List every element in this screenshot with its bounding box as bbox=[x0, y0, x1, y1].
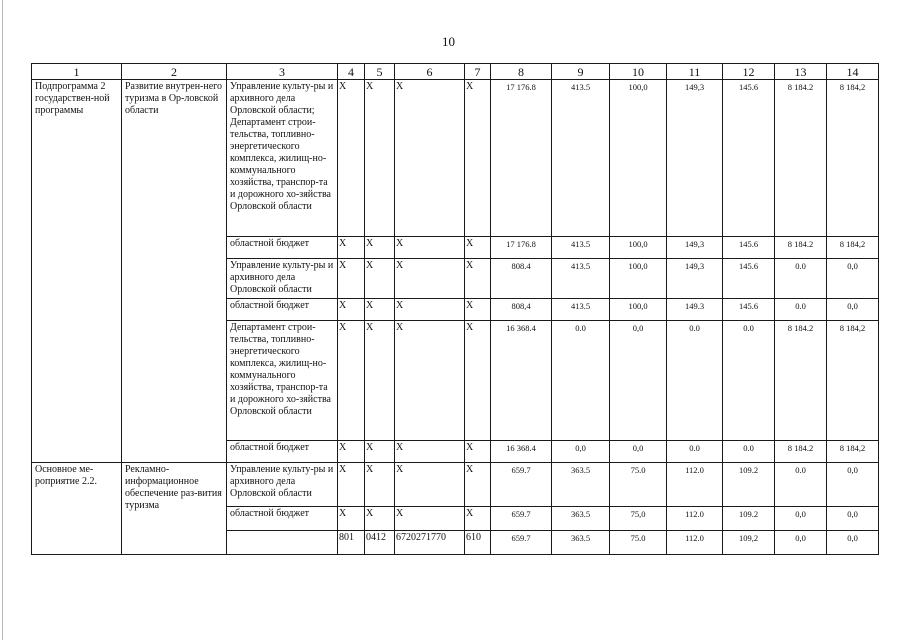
value-cell-14: 8 184,2 bbox=[827, 441, 879, 463]
executor-cell: Управление культу-ры и архивного дела Орловской области bbox=[227, 259, 338, 299]
value-cell-12: 145.6 bbox=[723, 80, 775, 237]
value-cell-6: X bbox=[395, 321, 465, 441]
program-title-cell: Развитие внутрен-него туризма в Ор-ловской области bbox=[122, 80, 227, 463]
value-cell-14: 8 184,2 bbox=[827, 80, 879, 237]
value-cell-13: 8 184.2 bbox=[775, 441, 827, 463]
value-cell-5: X bbox=[365, 463, 395, 507]
table-body bbox=[32, 64, 879, 555]
value-cell-13: 0.0 bbox=[775, 259, 827, 299]
value-cell-4: X bbox=[338, 259, 365, 299]
header-col-5: 5 bbox=[365, 64, 395, 80]
value-cell-11: 112.0 bbox=[667, 507, 723, 531]
program-name-cell: Подпрограмма 2 государствен-ной программы bbox=[32, 80, 122, 463]
value-cell-9: 0.0 bbox=[552, 321, 610, 441]
value-cell-11: 149,3 bbox=[667, 259, 723, 299]
value-cell-8: 659.7 bbox=[491, 531, 552, 555]
value-cell-14: 8 184,2 bbox=[827, 237, 879, 259]
value-cell-5: X bbox=[365, 321, 395, 441]
value-cell-13: 0.0 bbox=[775, 299, 827, 321]
header-col-14: 14 bbox=[827, 64, 879, 80]
value-cell-12: 145.6 bbox=[723, 299, 775, 321]
header-col-3: 3 bbox=[227, 64, 338, 80]
value-cell-7: X bbox=[465, 507, 491, 531]
value-cell-11: 149.3 bbox=[667, 299, 723, 321]
value-cell-7: 610 bbox=[465, 531, 491, 555]
value-cell-5: X bbox=[365, 299, 395, 321]
value-cell-7: X bbox=[465, 259, 491, 299]
value-cell-10: 0,0 bbox=[610, 441, 667, 463]
value-cell-12: 0.0 bbox=[723, 441, 775, 463]
value-cell-5: X bbox=[365, 507, 395, 531]
header-col-10: 10 bbox=[610, 64, 667, 80]
value-cell-12: 0.0 bbox=[723, 321, 775, 441]
value-cell-11: 112.0 bbox=[667, 463, 723, 507]
value-cell-10: 100,0 bbox=[610, 299, 667, 321]
value-cell-4: X bbox=[338, 441, 365, 463]
value-cell-8: 17 176.8 bbox=[491, 237, 552, 259]
value-cell-4: 801 bbox=[338, 531, 365, 555]
value-cell-14: 8 184,2 bbox=[827, 321, 879, 441]
value-cell-10: 100,0 bbox=[610, 80, 667, 237]
value-cell-9: 363.5 bbox=[552, 531, 610, 555]
value-cell-9: 413.5 bbox=[552, 80, 610, 237]
header-col-6: 6 bbox=[395, 64, 465, 80]
header-col-8: 8 bbox=[491, 64, 552, 80]
value-cell-9: 363.5 bbox=[552, 463, 610, 507]
value-cell-13: 0.0 bbox=[775, 463, 827, 507]
executor-cell: областной бюджет bbox=[227, 299, 338, 321]
value-cell-8: 659.7 bbox=[491, 507, 552, 531]
value-cell-11: 149,3 bbox=[667, 80, 723, 237]
table-row bbox=[32, 463, 879, 507]
value-cell-13: 8 184.2 bbox=[775, 237, 827, 259]
value-cell-12: 109,2 bbox=[723, 531, 775, 555]
value-cell-14: 0,0 bbox=[827, 507, 879, 531]
value-cell-10: 100,0 bbox=[610, 259, 667, 299]
value-cell-7: X bbox=[465, 321, 491, 441]
value-cell-8: 16 368.4 bbox=[491, 321, 552, 441]
header-col-11: 11 bbox=[667, 64, 723, 80]
header-col-7: 7 bbox=[465, 64, 491, 80]
executor-cell: Управление культу-ры и архивного дела Орловской области bbox=[227, 463, 338, 507]
value-cell-12: 109.2 bbox=[723, 463, 775, 507]
executor-cell: областной бюджет bbox=[227, 507, 338, 531]
value-cell-7: X bbox=[465, 80, 491, 237]
value-cell-12: 145.6 bbox=[723, 237, 775, 259]
value-cell-12: 109.2 bbox=[723, 507, 775, 531]
header-col-12: 12 bbox=[723, 64, 775, 80]
value-cell-5: X bbox=[365, 80, 395, 237]
value-cell-10: 75.0 bbox=[610, 463, 667, 507]
value-cell-13: 0,0 bbox=[775, 531, 827, 555]
value-cell-8: 17 176.8 bbox=[491, 80, 552, 237]
value-cell-11: 0.0 bbox=[667, 441, 723, 463]
header-col-1: 1 bbox=[32, 64, 122, 80]
value-cell-7: X bbox=[465, 441, 491, 463]
value-cell-8: 659.7 bbox=[491, 463, 552, 507]
executor-cell: Управление культу-ры и архивного дела Орловской области; Департамент строи-тельства, топливно-энергетического комплекса, жилищ-но-коммунального хозяйства, транспор-та и дорожного хо-зяйства Орловской области bbox=[227, 80, 338, 237]
value-cell-9: 0,0 bbox=[552, 441, 610, 463]
table-row bbox=[32, 80, 879, 237]
value-cell-9: 413.5 bbox=[552, 259, 610, 299]
executor-cell: Департамент строи-тельства, топливно-энергетического комплекса, жилищ-но-коммунального хозяйства, транспор-та и дорожного хо-зяйства Орловской области bbox=[227, 321, 338, 441]
value-cell-14: 0,0 bbox=[827, 259, 879, 299]
executor-cell: областной бюджет bbox=[227, 441, 338, 463]
value-cell-10: 0,0 bbox=[610, 321, 667, 441]
value-cell-4: X bbox=[338, 463, 365, 507]
value-cell-13: 8 184.2 bbox=[775, 321, 827, 441]
value-cell-7: X bbox=[465, 299, 491, 321]
value-cell-6: 6720271770 bbox=[395, 531, 465, 555]
header-col-2: 2 bbox=[122, 64, 227, 80]
value-cell-4: X bbox=[338, 321, 365, 441]
program-title-cell: Рекламно-информационное обеспечение раз-вития туризма bbox=[122, 463, 227, 555]
scan-edge-line bbox=[2, 0, 3, 640]
header-col-13: 13 bbox=[775, 64, 827, 80]
value-cell-4: X bbox=[338, 237, 365, 259]
value-cell-4: X bbox=[338, 299, 365, 321]
value-cell-9: 413.5 bbox=[552, 237, 610, 259]
executor-cell: областной бюджет bbox=[227, 237, 338, 259]
header-col-9: 9 bbox=[552, 64, 610, 80]
value-cell-6: X bbox=[395, 259, 465, 299]
value-cell-6: X bbox=[395, 441, 465, 463]
table-header-row bbox=[32, 64, 879, 80]
value-cell-6: X bbox=[395, 463, 465, 507]
value-cell-8: 808.4 bbox=[491, 259, 552, 299]
value-cell-9: 363.5 bbox=[552, 507, 610, 531]
budget-table bbox=[31, 63, 879, 555]
value-cell-5: X bbox=[365, 441, 395, 463]
value-cell-13: 8 184.2 bbox=[775, 80, 827, 237]
value-cell-5: 0412 bbox=[365, 531, 395, 555]
value-cell-4: X bbox=[338, 507, 365, 531]
value-cell-6: X bbox=[395, 237, 465, 259]
value-cell-11: 0.0 bbox=[667, 321, 723, 441]
value-cell-11: 112.0 bbox=[667, 531, 723, 555]
value-cell-5: X bbox=[365, 237, 395, 259]
page-number: 10 bbox=[442, 34, 455, 49]
value-cell-11: 149,3 bbox=[667, 237, 723, 259]
program-name-cell: Основное ме-роприятие 2.2. bbox=[32, 463, 122, 555]
value-cell-12: 145.6 bbox=[723, 259, 775, 299]
executor-cell bbox=[227, 531, 338, 555]
value-cell-7: X bbox=[465, 237, 491, 259]
value-cell-6: X bbox=[395, 299, 465, 321]
value-cell-6: X bbox=[395, 507, 465, 531]
value-cell-6: X bbox=[395, 80, 465, 237]
value-cell-13: 0,0 bbox=[775, 507, 827, 531]
value-cell-8: 808,4 bbox=[491, 299, 552, 321]
value-cell-5: X bbox=[365, 259, 395, 299]
header-col-4: 4 bbox=[338, 64, 365, 80]
value-cell-9: 413.5 bbox=[552, 299, 610, 321]
value-cell-4: X bbox=[338, 80, 365, 237]
value-cell-7: X bbox=[465, 463, 491, 507]
value-cell-10: 100,0 bbox=[610, 237, 667, 259]
value-cell-14: 0,0 bbox=[827, 463, 879, 507]
value-cell-10: 75,0 bbox=[610, 507, 667, 531]
value-cell-14: 0,0 bbox=[827, 531, 879, 555]
value-cell-8: 16 368.4 bbox=[491, 441, 552, 463]
value-cell-14: 0,0 bbox=[827, 299, 879, 321]
value-cell-10: 75.0 bbox=[610, 531, 667, 555]
